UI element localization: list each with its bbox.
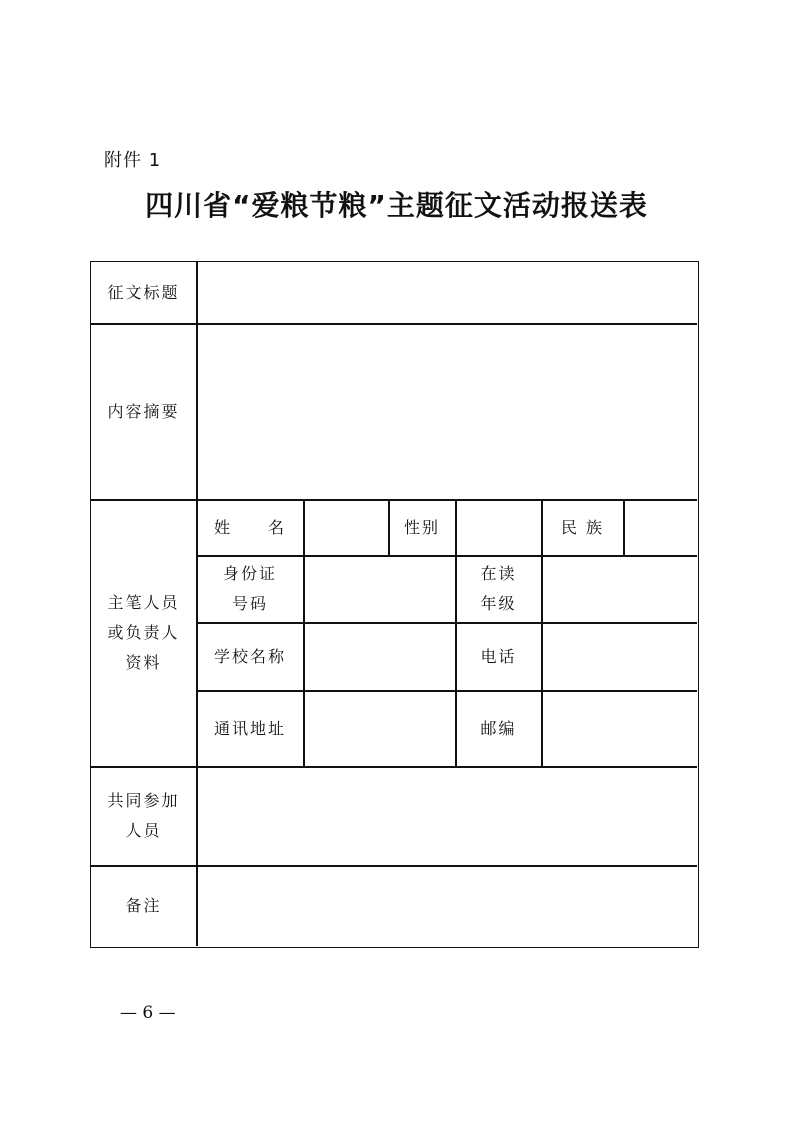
abstract-field[interactable] xyxy=(198,324,697,499)
gender-label: 性别 xyxy=(403,517,440,537)
id-number-field[interactable] xyxy=(304,556,455,622)
essay-title-label: 征文标题 xyxy=(107,282,180,302)
gender-field[interactable] xyxy=(456,500,541,555)
submission-form-table xyxy=(90,261,699,948)
abstract-label: 内容摘要 xyxy=(107,401,180,421)
author-section-label: 主笔人员 或负责人 资料 xyxy=(107,593,180,672)
ethnicity-field[interactable] xyxy=(624,500,697,555)
grade-field[interactable] xyxy=(542,556,697,622)
coauthors-field[interactable] xyxy=(198,767,697,865)
id-number-label: 身份证 号码 xyxy=(222,564,277,613)
address-label: 通讯地址 xyxy=(213,718,286,738)
school-label: 学校名称 xyxy=(213,646,286,666)
name-label: 姓 名 xyxy=(213,517,286,537)
school-field[interactable] xyxy=(304,623,455,690)
page-number: — 6 — xyxy=(120,1003,176,1023)
postcode-label: 邮编 xyxy=(480,718,517,738)
address-field[interactable] xyxy=(304,691,455,766)
attachment-label: 附件 1 xyxy=(104,150,162,171)
phone-label: 电话 xyxy=(480,646,517,666)
remarks-label: 备注 xyxy=(125,896,162,915)
form-title: 四川省“爱粮节粮”主题征文活动报送表 xyxy=(145,189,648,222)
phone-field[interactable] xyxy=(542,623,697,690)
grade-label: 在读 年级 xyxy=(480,564,517,613)
postcode-field[interactable] xyxy=(542,691,697,766)
ethnicity-label: 民 族 xyxy=(560,517,605,537)
essay-title-field[interactable] xyxy=(198,262,697,323)
coauthors-label: 共同参加 人员 xyxy=(107,791,180,840)
remarks-field[interactable] xyxy=(198,866,697,946)
name-field[interactable] xyxy=(304,500,388,555)
